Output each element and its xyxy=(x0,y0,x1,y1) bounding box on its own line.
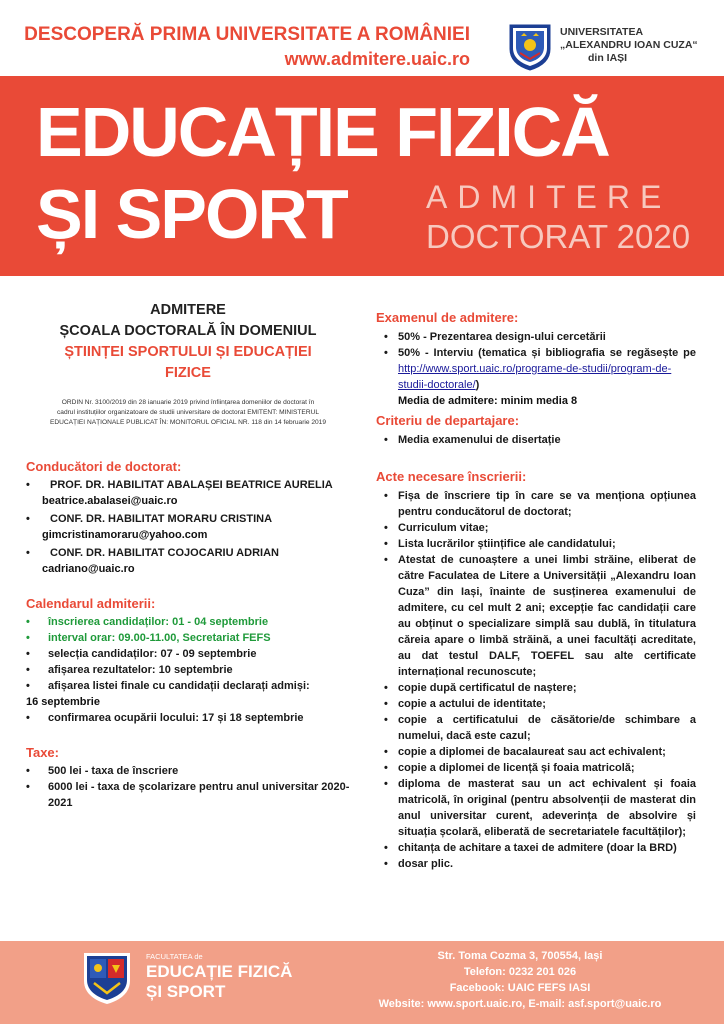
calendar-heading: Calendarul admiterii: xyxy=(26,596,156,611)
school-title-line: FIZICE xyxy=(165,365,211,381)
university-name-line: din IAȘI xyxy=(588,52,628,64)
university-crest-icon xyxy=(508,23,552,71)
list-item: • copie a diplomei de licență și foaia matricolă; xyxy=(384,762,635,774)
list-item-continuation: 16 septembrie xyxy=(26,696,100,708)
list-item: • copie după certificatul de naștere; xyxy=(384,682,577,694)
footer xyxy=(0,941,724,1024)
list-item: • Fișa de înscriere tip în care se va menționa opțiunea pentru conducătorul de doctorat; xyxy=(384,490,696,518)
acte-heading: Acte necesare înscrierii: xyxy=(376,469,527,484)
phone: Telefon: 0232 201 026 xyxy=(463,966,577,978)
banner-title-line2: ȘI SPORT xyxy=(36,175,347,253)
faculty-name-line1: EDUCAȚIE FIZICĂ xyxy=(146,962,293,981)
address: Str. Toma Cozma 3, 700554, Iași xyxy=(437,950,603,962)
list-item: • Lista lucrărilor științifice ale candidatului; xyxy=(384,538,616,550)
school-title-line: ADMITERE xyxy=(150,302,226,318)
list-item: • afișarea rezultatelor: 10 septembrie xyxy=(26,664,233,676)
university-name-line: UNIVERSITATEA xyxy=(560,26,644,38)
ordin-note xyxy=(26,398,350,428)
tagline: DESCOPERĂ PRIMA UNIVERSITATE A ROMÂNIEI xyxy=(24,24,470,45)
contact-block xyxy=(330,948,710,1012)
list-item: • înscrierea candidaților: 01 - 04 septembrie xyxy=(26,616,269,628)
facebook[interactable]: Facebook: UAIC FEFS IASI xyxy=(449,982,591,994)
university-name-line: „ALEXANDRU IOAN CUZA“ xyxy=(560,39,698,51)
program-link[interactable]: http://www.sport.uaic.ro/programe-de-studii/program-de-studii-doctorale/ xyxy=(398,363,672,391)
banner-doctorat: DOCTORAT 2020 xyxy=(426,218,691,255)
list-item: • selecția candidaților: 07 - 09 septembrie xyxy=(26,648,257,660)
list-item: • dosar plic. xyxy=(384,858,454,870)
list-item: • copie a certificatului de căsătorie/de schimbare a numelui, dacă este cazul; xyxy=(384,714,696,742)
list-item: • 50% - Prezentarea design-ului cercetării xyxy=(384,331,606,343)
list-item: • Media examenului de disertație xyxy=(384,434,561,446)
email-link[interactable]: cadriano@uaic.ro xyxy=(42,563,135,575)
university-name xyxy=(560,26,720,65)
list-item: • copie a diplomei de bacalaureat sau act echivalent; xyxy=(384,746,666,758)
list-item: • chitanța de achitare a taxei de admitere (doar la BRD) xyxy=(384,842,677,854)
header-bar xyxy=(0,0,724,76)
taxe-heading: Taxe: xyxy=(26,745,59,760)
list-item: • afișarea listei finale cu candidații declarați admiși: xyxy=(26,680,310,692)
school-title-line: ȘTIINȚEI SPORTULUI ȘI EDUCAȚIEI xyxy=(64,344,312,360)
list-item: • PROF. DR. HABILITAT ABALAȘEI BEATRICE AURELIA xyxy=(26,479,333,491)
email-link[interactable]: beatrice.abalasei@uaic.ro xyxy=(42,495,178,507)
school-title-line: ȘCOALA DOCTORALĂ ÎN DOMENIUL xyxy=(59,323,317,339)
title-banner xyxy=(0,76,724,276)
list-item: • copie a actului de identitate; xyxy=(384,698,546,710)
faculty-label: FACULTATEA de xyxy=(146,952,203,961)
ordin-line: cadrul instituțiilor organizatoare de studii universitare de doctorat EMITENT: MINISTERUL xyxy=(56,409,320,416)
ordin-line: ORDIN Nr. 3100/2019 din 28 ianuarie 2019 privind înființarea domeniilor de doctorat în xyxy=(61,399,315,406)
list-item: • 6000 lei - taxa de școlarizare pentru anul universitar 2020-2021 xyxy=(26,781,350,809)
email-link[interactable]: gimcristinamoraru@yahoo.com xyxy=(42,529,208,541)
media-admitere: Media de admitere: minim media 8 xyxy=(398,395,578,407)
list-item: • 500 lei - taxa de înscriere xyxy=(26,765,179,777)
list-item: • CONF. DR. HABILITAT COJOCARIU ADRIAN xyxy=(26,547,279,559)
criteriu-heading: Criteriu de departajare: xyxy=(376,413,520,428)
banner-admitere: ADMITERE xyxy=(426,179,672,215)
list-item: • confirmarea ocupării locului: 17 și 18 septembrie xyxy=(26,712,304,724)
list-item: • Atestat de cunoaștere a unei limbi străine, eliberat de către Faculatea de Litere a Universității „Alexandru Ioan Cuza” din Iași, înainte de susținerea examenului de admitere, cu cel mult 2 ani; excepție fac candidații care au obținut o specializare simplă sau dublă, în titulatura căreia apare o limbă străină, a unei facultăți acreditate, au dat testul DALF, TOEFEL sau alte certificate internațional recunoscute; xyxy=(384,554,696,678)
banner-title-line1: EDUCAȚIE FIZICĂ xyxy=(36,93,609,171)
list-item: • diploma de masterat sau un act echivalent și foaia matricolă, în original (pentru absolvenții de masterat din anul universitar curent, adeverința de absolvire și situația școlară, eliberată de secretariatele facultăților); xyxy=(384,778,696,838)
faculty-name-line2: ȘI SPORT xyxy=(146,982,226,1001)
faculty-crest-icon xyxy=(82,951,132,1005)
left-column xyxy=(26,300,350,811)
ordin-line: EDUCAȚIEI NAȚIONALE PUBLICAT ÎN: MONITORUL OFICIAL NR. 118 din 14 februarie 2019 xyxy=(49,419,327,426)
website-email[interactable]: Website: www.sport.uaic.ro, E-mail: asf.sport@uaic.ro xyxy=(378,998,662,1010)
list-item: • 50% - Interviu (tematica și bibliografia se regăsește pe http://www.sport.uaic.ro/programe-de-studii/program-de-studii-doctorale/) xyxy=(384,347,696,391)
examen-heading: Examenul de admitere: xyxy=(376,310,519,325)
list-item: • CONF. DR. HABILITAT MORARU CRISTINA xyxy=(26,513,273,525)
school-title xyxy=(26,300,350,384)
header-website-link[interactable]: www.admitere.uaic.ro xyxy=(284,49,470,69)
list-item: • Curriculum vitae; xyxy=(384,522,489,534)
conducatori-heading: Conducători de doctorat: xyxy=(26,459,182,474)
right-column xyxy=(376,309,696,872)
list-item: • interval orar: 09.00-11.00, Secretariat FEFS xyxy=(26,632,271,644)
